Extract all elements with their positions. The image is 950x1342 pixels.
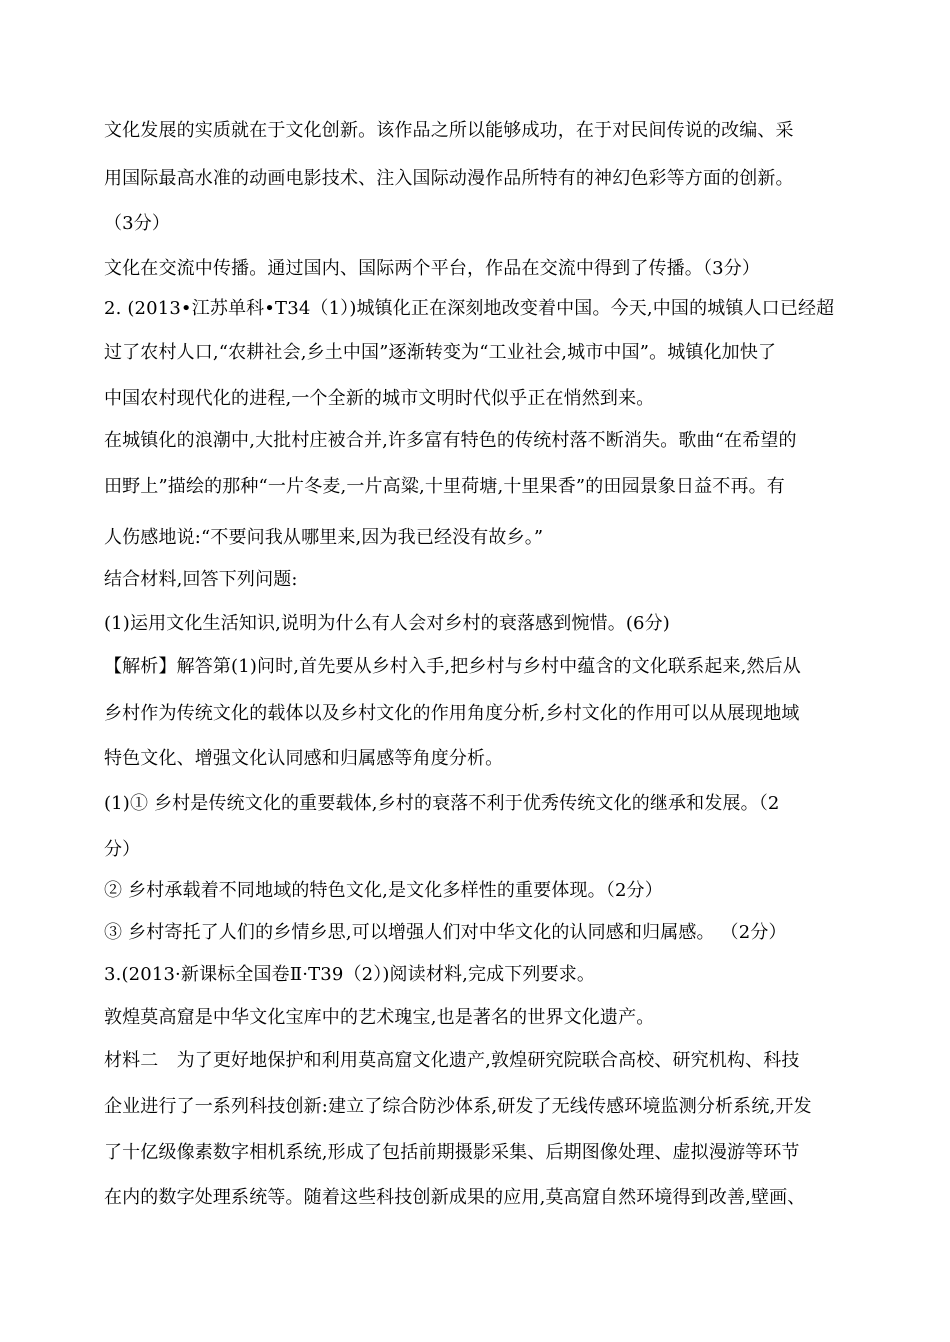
sub-question: (1)运用文化生活知识,说明为什么有人会对乡村的衰落感到惋惜。(6分) (104, 613, 670, 634)
analysis-line: 特色文化、增强文化认同感和归属感等角度分析。 (104, 748, 504, 769)
material-line: 材料二 为了更好地保护和利用莫高窟文化遗产,敦煌研究院联合高校、研究机构、科技 (104, 1050, 800, 1071)
text-line: 文化在交流中传播。通过国内、国际两个平台，作品在交流中得到了传播。（3分） (104, 258, 760, 279)
analysis-line: 乡村作为传统文化的载体以及乡村文化的作用角度分析,乡村文化的作用可以从展现地域 (104, 703, 800, 724)
text-line: 在城镇化的浪潮中,大批村庄被合并,许多富有特色的传统村落不断消失。歌曲“在希望的 (104, 430, 797, 451)
answer-line: (1)① 乡村是传统文化的重要载体,乡村的衰落不利于优秀传统文化的继承和发展。（2 (104, 793, 780, 814)
text-line: 中国农村现代化的进程,一个全新的城市文明时代似乎正在悄然到来。 (104, 388, 655, 409)
material-line: 在内的数字处理系统等。随着这些科技创新成果的应用,莫高窟自然环境得到改善,壁画、 (104, 1187, 806, 1208)
material-line: 企业进行了一系列科技创新:建立了综合防沙体系,研发了无线传感环境监测分析系统,开发 (104, 1096, 812, 1117)
question-3-stem: 3.(2013·新课标全国卷Ⅱ·T39（2）)阅读材料,完成下列要求。 (104, 964, 596, 985)
material-line: 了十亿级像素数字相机系统,形成了包括前期摄影采集、后期图像处理、虚拟漫游等环节 (104, 1142, 800, 1163)
question-2-stem: 2. (2013•江苏单科•T34（1）)城镇化正在深刻地改变着中国。今天,中国的城镇人口已经超 (104, 298, 835, 319)
text-line: 田野上”描绘的那种“一片冬麦,一片高粱,十里荷塘,十里果香”的田园景象日益不再。有 (104, 476, 785, 497)
text-line: 文化发展的实质就在于文化创新。该作品之所以能够成功，在于对民间传说的改编、采 (104, 120, 794, 141)
answer-line: 分） (104, 839, 141, 860)
text-line: （3分） (104, 213, 171, 234)
text-line: 过了农村人口,“农耕社会,乡土中国”逐渐转变为“工业社会,城市中国”。城镇化加快了 (104, 342, 777, 363)
text-line: 结合材料,回答下列问题: (104, 569, 298, 590)
text-line: 人伤感地说:“不要问我从哪里来,因为我已经没有故乡。” (104, 527, 544, 548)
text-line: 敦煌莫高窟是中华文化宝库中的艺术瑰宝,也是著名的世界文化遗产。 (104, 1007, 655, 1028)
analysis-line: 【解析】解答第(1)问时,首先要从乡村入手,把乡村与乡村中蕴含的文化联系起来,然后从 (104, 656, 801, 677)
answer-line: ③ 乡村寄托了人们的乡情乡思,可以增强人们对中华文化的认同感和归属感。 （2分） (104, 922, 787, 943)
answer-line: ② 乡村承载着不同地域的特色文化,是文化多样性的重要体现。（2分） (104, 880, 663, 901)
text-line: 用国际最高水准的动画电影技术、注入国际动漫作品所特有的神幻色彩等方面的创新。 (104, 168, 794, 189)
